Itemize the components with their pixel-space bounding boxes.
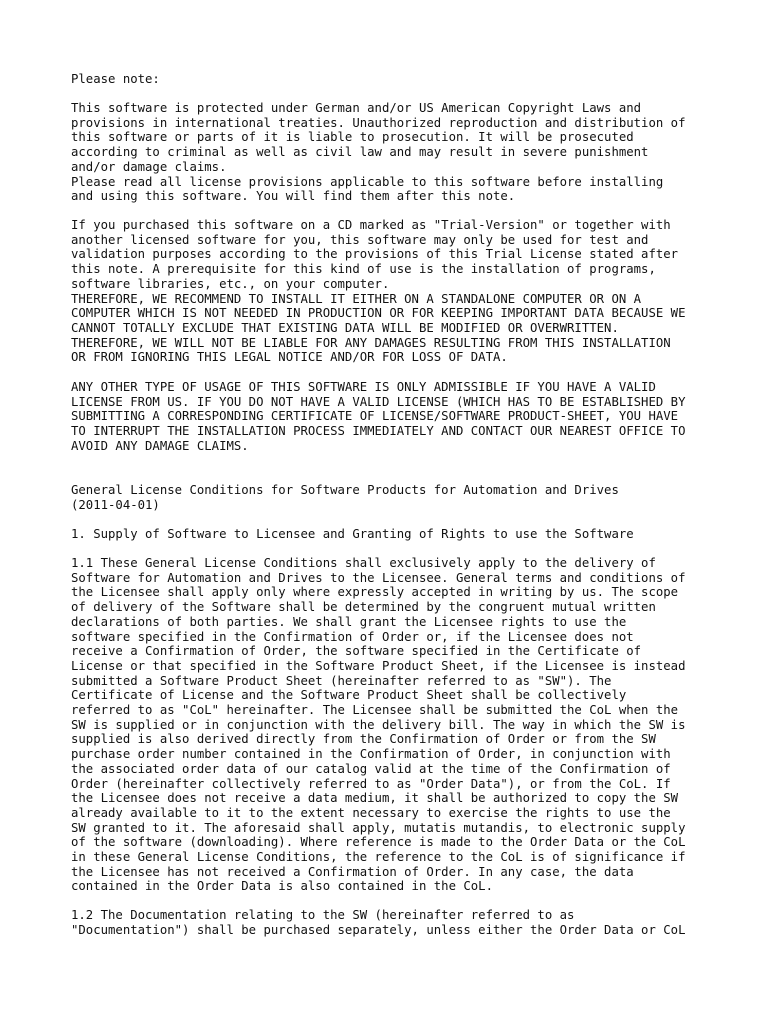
license-conditions-title: General License Conditions for Software Products for Automation and Drives (2011-04-01) [71,483,619,512]
section-1-1-paragraph: 1.1 These General License Conditions shall exclusively apply to the delivery of Software for Automation and Drives to the Licensee. General terms and conditions of the Licensee shall apply only where expressly accepted in writing by us. The scope of delivery of the Software shall be determined by the congruent mutual written declarations of both parties. We shall grant the Licensee rights to use the software specified in the Confirmation of Order or, if the Licensee does not receive a Confirmation of Order, the software specified in the Certificate of License or that specified in the Software Product Sheet, if the Licensee is instead submitted a Software Product Sheet (hereinafter referred to as "SW"). The Certificate of License and the Software Product Sheet shall be collectively referred to as "CoL" hereinafter. The Licensee shall be submitted the CoL when the SW is supplied or in conjunction with the delivery bill. The way in which the SW is supplied is also derived directly from the Confirmation of Order or from the SW purchase order number contained in the Confirmation of Order, in conjunction with the associated order data of our catalog valid at the time of the Confirmation of Order (hereinafter collectively referred to as "Order Data"), or from the CoL. If the Licensee does not receive a data medium, it shall be authorized to copy the SW already available to it to the extent necessary to exercise the rights to use the SW granted to it. The aforesaid shall apply, mutatis mutandis, to electronic supply of the software (downloading). Where reference is made to the Order Data or the CoL in these General License Conditions, the reference to the CoL is of significance if the Licensee has not received a Confirmation of Order. In any case, the data contained in the Order Data is also contained in the CoL. [71,556,686,894]
note-heading: Please note: [71,72,160,86]
copyright-paragraph: This software is protected under German and/or US American Copyright Laws and provisions in international treaties. Unauthorized reproduction and distribution of this software or parts of it is liable to prosecution. It will be prosecuted according to criminal as well as civil law and may result in severe punishment and/or damage claims. Please read all license provisions applicable to this software before installing and using this software. You will find them after this note. [71,101,686,204]
license-requirement-paragraph: ANY OTHER TYPE OF USAGE OF THIS SOFTWARE IS ONLY ADMISSIBLE IF YOU HAVE A VALID LICENSE FROM US. IF YOU DO NOT HAVE A VALID LICENSE (WHICH HAS TO BE ESTABLISHED BY SUBMITTING A CORRESPONDING CERTIFICATE OF LICENSE/SOFTWARE PRODUCT-SHEET, YOU HAVE TO INTERRUPT THE INSTALLATION PROCESS IMMEDIATELY AND CONTACT OUR NEAREST OFFICE TO AVOID ANY DAMAGE CLAIMS. [71,380,686,453]
section-1-2-paragraph: 1.2 The Documentation relating to the SW (hereinafter referred to as "Documentation") shall be purchased separately, unless either the Order Data or CoL [71,908,686,937]
trial-version-paragraph: If you purchased this software on a CD marked as "Trial-Version" or together with another licensed software for you, this software may only be used for test and validation purposes according to the provisions of this Trial License stated after this note. A prerequisite for this kind of use is the installation of programs, software libraries, etc., on your computer. THEREFORE, WE RECOMMEND TO INSTALL IT EITHER ON A STANDALONE COMPUTER OR ON A COMPUTER WHICH IS NOT NEEDED IN PRODUCTION OR FOR KEEPING IMPORTANT DATA BECAUSE WE CANNOT TOTALLY EXCLUDE THAT EXISTING DATA WILL BE MODIFIED OR OVERWRITTEN. THEREFORE, WE WILL NOT BE LIABLE FOR ANY DAMAGES RESULTING FROM THIS INSTALLATION OR FROM IGNORING THIS LEGAL NOTICE AND/OR FOR LOSS OF DATA. [71,218,686,365]
section-1-heading: 1. Supply of Software to Licensee and Granting of Rights to use the Software [71,527,634,541]
